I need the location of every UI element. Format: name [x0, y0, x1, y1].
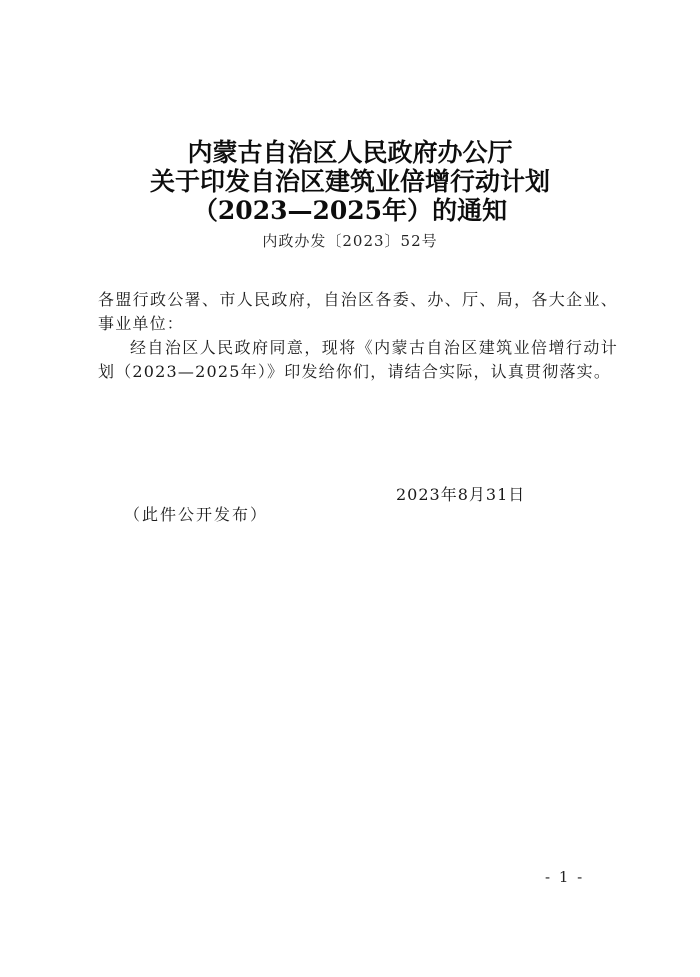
- title-line-2: 关于印发自治区建筑业倍增行动计划: [149, 167, 550, 196]
- document-title: [0, 138, 700, 225]
- recipients-paragraph: 各盟行政公署、市人民政府，自治区各委、办、厅、局，各大企业、事业单位：: [98, 290, 618, 333]
- publish-note: （此件公开发布）: [124, 505, 269, 524]
- page-number: - 1 -: [545, 868, 585, 886]
- document-number: 内政办发〔2023〕52号: [262, 232, 438, 250]
- title-line-1: 内蒙古自治区人民政府办公厅: [187, 138, 513, 167]
- content-paragraph: 经自治区人民政府同意，现将《内蒙古自治区建筑业倍增行动计划（2023—2025年）》印发给你们，请结合实际，认真贯彻落实。: [98, 338, 618, 381]
- document-body: [98, 288, 618, 384]
- issue-date: 2023年8月31日: [396, 485, 526, 504]
- title-line-3: （2023—2025年）的通知: [192, 196, 508, 225]
